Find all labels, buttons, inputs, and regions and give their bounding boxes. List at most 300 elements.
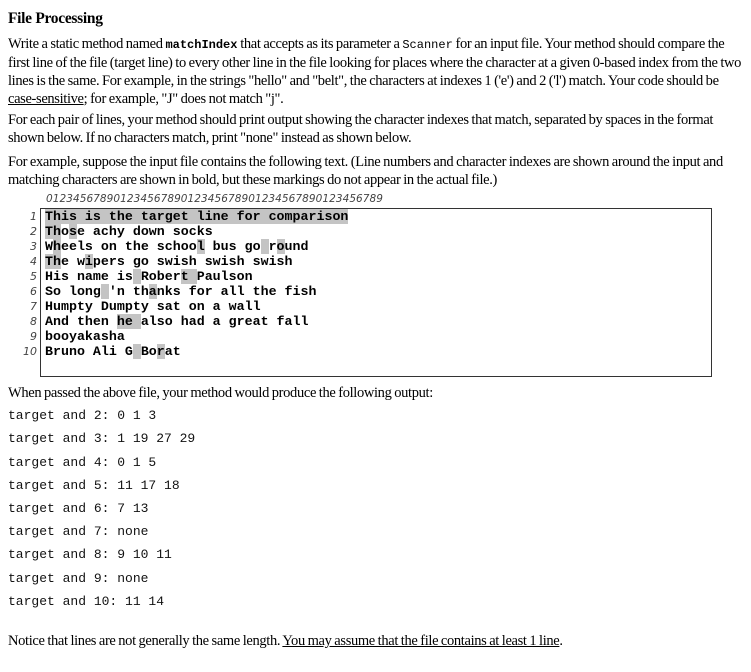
char (205, 299, 213, 314)
char: a (212, 299, 221, 314)
char: s (156, 299, 165, 314)
char: n (156, 224, 165, 239)
char: s (204, 224, 213, 239)
output-intro: When passed the above file, your method would produce the following output: (8, 385, 433, 401)
file-line (45, 269, 348, 284)
char: s (100, 329, 109, 344)
desc-text: Write a static method named (8, 36, 166, 52)
matched-char (261, 239, 269, 254)
line-numbers (0, 209, 37, 359)
char: t (260, 314, 269, 329)
char (93, 299, 101, 314)
char: w (164, 254, 173, 269)
char: o (148, 344, 157, 359)
char: l (292, 314, 301, 329)
char: m (60, 299, 69, 314)
char: s (156, 239, 165, 254)
file-line (45, 344, 348, 359)
matched-char (189, 209, 197, 224)
char: u (60, 344, 69, 359)
char: y (84, 299, 93, 314)
char: s (300, 284, 309, 299)
char: o (164, 314, 173, 329)
matched-char: n (212, 209, 221, 224)
char: h (236, 254, 245, 269)
char: a (92, 329, 101, 344)
char: o (52, 329, 61, 344)
line-number: 6 (30, 285, 37, 298)
char (277, 284, 285, 299)
char: i (172, 254, 181, 269)
char: D (100, 299, 109, 314)
char (61, 284, 69, 299)
char (125, 284, 133, 299)
char: e (60, 254, 69, 269)
matched-char: h (52, 224, 61, 239)
output-line: target and 8: 9 10 11 (8, 547, 172, 562)
matched-char: a (148, 284, 157, 299)
matched-char: i (60, 209, 69, 224)
matched-char: T (45, 254, 53, 269)
matched-char: o (276, 209, 285, 224)
matched-char: a (300, 209, 309, 224)
char: t (76, 314, 85, 329)
char: h (308, 284, 317, 299)
matched-char: r (156, 209, 165, 224)
matched-char: o (332, 209, 341, 224)
char: g (92, 284, 101, 299)
char: w (76, 254, 85, 269)
char (149, 239, 157, 254)
char: l (220, 269, 229, 284)
matched-char: a (148, 209, 157, 224)
matched-char: e (172, 209, 181, 224)
char: W (45, 239, 53, 254)
char (149, 299, 157, 314)
char: p (124, 299, 133, 314)
char: s (252, 254, 261, 269)
char: s (180, 254, 189, 269)
char (149, 254, 157, 269)
matched-char: e (124, 314, 133, 329)
char: A (92, 344, 101, 359)
char: o (60, 329, 69, 344)
matched-char: s (92, 209, 101, 224)
scanner-type: Scanner (402, 38, 453, 52)
output-line: target and 10: 11 14 (8, 594, 165, 609)
char: n (244, 269, 253, 284)
char: a (204, 269, 213, 284)
char: P (196, 269, 205, 284)
matched-char: s (324, 209, 333, 224)
matched-char (229, 209, 237, 224)
char: S (45, 284, 53, 299)
char: b (212, 239, 221, 254)
matched-char: e (124, 209, 133, 224)
char: H (45, 299, 53, 314)
char: s (156, 254, 165, 269)
matched-char: T (45, 224, 53, 239)
char: a (284, 314, 293, 329)
char: s (276, 254, 285, 269)
char (69, 269, 77, 284)
char: d (60, 314, 69, 329)
matched-char (133, 209, 141, 224)
char: o (140, 224, 149, 239)
char (181, 284, 189, 299)
file-line (45, 329, 348, 344)
char: o (180, 224, 189, 239)
char: o (76, 344, 85, 359)
char: t (76, 299, 85, 314)
footer-text: . (559, 633, 563, 649)
matched-char: i (204, 209, 213, 224)
char (245, 254, 253, 269)
input-file-lines (45, 209, 348, 359)
matched-char: e (220, 209, 229, 224)
file-line (45, 209, 348, 224)
char: o (100, 239, 109, 254)
matched-char: h (116, 314, 125, 329)
char: h (84, 314, 93, 329)
matched-char: i (84, 209, 93, 224)
char (269, 314, 277, 329)
char: r (172, 269, 181, 284)
char: a (116, 329, 125, 344)
char: s (228, 269, 237, 284)
char: w (228, 299, 237, 314)
matched-char: t (140, 209, 149, 224)
char: c (164, 239, 173, 254)
char: s (172, 284, 181, 299)
matched-char (77, 209, 85, 224)
matched-char: h (116, 209, 125, 224)
char: e (140, 239, 149, 254)
output-line: target and 5: 11 17 18 (8, 478, 180, 493)
output-line: target and 3: 1 19 27 29 (8, 431, 196, 446)
matched-char: c (268, 209, 277, 224)
char: e (100, 254, 109, 269)
line-number: 5 (30, 270, 37, 283)
char: u (284, 239, 293, 254)
char: t (252, 284, 261, 299)
matched-char: p (292, 209, 301, 224)
file-line (45, 284, 348, 299)
char: a (252, 314, 261, 329)
matched-char: o (244, 209, 253, 224)
char: n (116, 284, 125, 299)
char: o (60, 224, 69, 239)
char: t (172, 299, 181, 314)
char: s (124, 269, 133, 284)
matched-char: f (236, 209, 245, 224)
char: p (68, 299, 77, 314)
char: r (52, 344, 61, 359)
char: s (116, 254, 125, 269)
char: o (76, 284, 85, 299)
char: n (108, 239, 117, 254)
char: o (140, 254, 149, 269)
char: w (260, 254, 269, 269)
example-intro: For example, suppose the input file contains the following text. (Line numbers and character indexes are shown around the input and matching characters are shown in bold, but these markings do not appear in the actual file.) (8, 154, 723, 188)
char: o (252, 239, 261, 254)
char: c (100, 224, 109, 239)
char: f (188, 284, 197, 299)
matched-char: s (68, 224, 77, 239)
matched-char: t (180, 209, 189, 224)
matched-char (261, 209, 269, 224)
char: s (156, 314, 165, 329)
matched-char: h (52, 239, 61, 254)
char: g (132, 254, 141, 269)
char: B (140, 344, 149, 359)
char: o (196, 284, 205, 299)
matched-char (133, 269, 141, 284)
matched-char: t (180, 269, 189, 284)
char: ' (108, 284, 117, 299)
file-line (45, 224, 348, 239)
char (173, 314, 181, 329)
assumption-note: You may assume that the file contains at least 1 line (282, 633, 560, 649)
char: o (188, 239, 197, 254)
matched-char: n (340, 209, 349, 224)
matched-char: h (52, 254, 61, 269)
char (117, 239, 125, 254)
char: u (52, 299, 61, 314)
matched-char (101, 209, 109, 224)
char: s (204, 254, 213, 269)
char: n (76, 269, 85, 284)
char: e (268, 284, 277, 299)
char: s (172, 224, 181, 239)
char: e (100, 269, 109, 284)
char: a (164, 344, 173, 359)
char: m (92, 269, 101, 284)
char: l (76, 239, 85, 254)
char: r (108, 254, 117, 269)
char: h (140, 284, 149, 299)
char: n (156, 284, 165, 299)
matched-char: r (156, 344, 165, 359)
char: o (236, 269, 245, 284)
matched-char: l (196, 209, 205, 224)
char (85, 224, 93, 239)
char (93, 239, 101, 254)
matched-char: r (308, 209, 317, 224)
char (117, 344, 125, 359)
footer-text: Notice that lines are not generally the same length. (8, 633, 283, 649)
line-number: 4 (30, 255, 37, 268)
char: a (84, 269, 93, 284)
line-number: 10 (23, 345, 37, 358)
char: h (132, 239, 141, 254)
output-line: target and 6: 7 13 (8, 501, 149, 516)
case-sensitive-note: case-sensitive (8, 91, 84, 107)
char: o (148, 269, 157, 284)
char: a (140, 314, 149, 329)
char: i (52, 269, 61, 284)
char: l (68, 284, 77, 299)
desc-text: ; for example, "J" does not match "j". (83, 91, 284, 107)
char: h (108, 329, 117, 344)
matched-char: g (164, 209, 173, 224)
char: w (148, 224, 157, 239)
char: r (236, 314, 245, 329)
char: u (220, 239, 229, 254)
char: e (76, 224, 85, 239)
char: d (196, 314, 205, 329)
matched-char: l (196, 239, 205, 254)
char: l (300, 314, 309, 329)
desc-text: that accepts as its parameter a (237, 36, 403, 52)
char: s (60, 269, 69, 284)
char: p (92, 254, 101, 269)
char (69, 314, 77, 329)
char (109, 269, 117, 284)
char (205, 239, 213, 254)
char: a (236, 299, 245, 314)
char: m (116, 299, 125, 314)
char: o (180, 239, 189, 254)
char: h (172, 239, 181, 254)
char (181, 299, 189, 314)
char (125, 254, 133, 269)
line-number: 2 (30, 225, 37, 238)
line-number: 9 (30, 330, 37, 343)
char: h (108, 224, 117, 239)
char: e (164, 269, 173, 284)
char: u (108, 299, 117, 314)
problem-description (8, 35, 748, 108)
matched-char (101, 284, 109, 299)
char: l (228, 284, 237, 299)
char (85, 344, 93, 359)
char: e (244, 314, 253, 329)
output-line: target and 4: 0 1 5 (8, 455, 157, 470)
char: n (84, 284, 93, 299)
char: f (284, 284, 293, 299)
char (109, 314, 117, 329)
char: y (140, 299, 149, 314)
char (125, 224, 133, 239)
matched-char: o (276, 239, 285, 254)
char: k (84, 329, 93, 344)
char: f (276, 314, 285, 329)
char (221, 314, 229, 329)
char: s (228, 239, 237, 254)
char (69, 254, 77, 269)
char: e (92, 314, 101, 329)
char (213, 284, 221, 299)
char: e (68, 239, 77, 254)
char (197, 254, 205, 269)
matched-char: t (108, 209, 117, 224)
method-name: matchIndex (165, 38, 238, 52)
char: k (196, 224, 205, 239)
char: l (148, 314, 157, 329)
index-ruler: 01234567890123456789012345678901234567890123456789 (46, 193, 384, 205)
file-line (45, 254, 348, 269)
char (245, 284, 253, 299)
char: h (180, 314, 189, 329)
char: l (244, 299, 253, 314)
char: i (108, 344, 117, 359)
char: l (236, 284, 245, 299)
char: t (172, 344, 181, 359)
char (237, 239, 245, 254)
char: a (164, 299, 173, 314)
char: a (188, 314, 197, 329)
char: a (92, 224, 101, 239)
line-number: 1 (30, 210, 37, 223)
char: a (220, 284, 229, 299)
char: a (76, 329, 85, 344)
matched-char: m (284, 209, 293, 224)
char: k (164, 284, 173, 299)
char (205, 314, 213, 329)
line-number: 7 (30, 300, 37, 313)
char: s (228, 254, 237, 269)
line-number: 3 (30, 240, 37, 253)
char: r (268, 239, 277, 254)
char: w (212, 254, 221, 269)
char: h (188, 254, 197, 269)
char: G (124, 344, 133, 359)
char: n (292, 239, 301, 254)
char: e (60, 239, 69, 254)
char: i (292, 284, 301, 299)
matched-char: T (45, 209, 53, 224)
char: n (52, 314, 61, 329)
char: h (260, 284, 269, 299)
output-format-description: For each pair of lines, your method should print output showing the character indexes that match, separated by spaces in the format shown below. If no characters match, print "none" instead as shown below. (8, 112, 714, 146)
char: a (212, 314, 221, 329)
char: b (45, 329, 53, 344)
footer-note (8, 632, 748, 650)
char (221, 299, 229, 314)
char: n (196, 299, 205, 314)
char: y (116, 224, 125, 239)
file-line (45, 239, 348, 254)
line-number: 8 (30, 315, 37, 328)
char: c (188, 224, 197, 239)
file-line (45, 299, 348, 314)
char: i (116, 269, 125, 284)
file-line (45, 314, 348, 329)
matched-char (189, 269, 197, 284)
char: r (204, 284, 213, 299)
char: H (45, 269, 53, 284)
char: g (228, 314, 237, 329)
matched-char (133, 314, 141, 329)
matched-char: h (52, 209, 61, 224)
char: d (300, 239, 309, 254)
output-line: target and 7: none (8, 524, 149, 539)
char: h (284, 254, 293, 269)
char: l (252, 299, 261, 314)
matched-char: s (68, 209, 77, 224)
desc-text: for an input file. Your method should compare the first line of the file (target line) to every other line in the file looking for places where the character at a given 0-based index from the two lines is the same. For example, in the strings "hello" and "belt", the characters at indexes 1 ('e') and 2 ('l') match. Your code should be (8, 36, 742, 89)
char: R (140, 269, 149, 284)
matched-char: r (252, 209, 261, 224)
matched-char: i (84, 254, 93, 269)
char: l (100, 344, 109, 359)
matched-char: i (316, 209, 325, 224)
matched-char (133, 344, 141, 359)
char: t (124, 239, 133, 254)
char: g (244, 239, 253, 254)
char: t (132, 284, 141, 299)
